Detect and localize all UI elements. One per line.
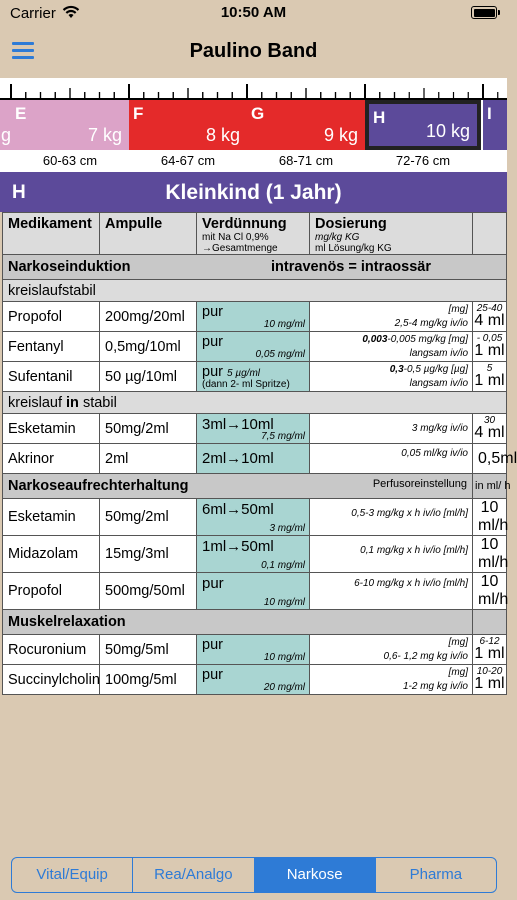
drug-dilution: pur 10 mg/ml bbox=[197, 302, 310, 332]
drug-name: Esketamin bbox=[3, 499, 100, 536]
segmented-tab-bar bbox=[11, 857, 497, 893]
drug-volume: 0,5ml bbox=[473, 444, 507, 474]
tape-range-label: 68-71 cm bbox=[278, 153, 334, 168]
page-title: Paulino Band bbox=[189, 40, 318, 62]
drug-dosage: 3 mg/kg iv/io bbox=[310, 414, 473, 444]
section-note: intravenös = intraossär bbox=[271, 259, 431, 275]
tape-zone-h-selected[interactable] bbox=[365, 100, 481, 150]
column-header-ampulle: Ampulle bbox=[100, 213, 197, 255]
section-title: Muskelrelaxation bbox=[3, 610, 473, 635]
drug-dosage: [mg] 0,6- 1,2 mg kg iv/io bbox=[310, 635, 473, 665]
column-header-verduennung: Verdünnung mit Na Cl 0,9% →Gesamtmenge bbox=[197, 213, 310, 255]
drug-dilution: 3ml→10ml 7,5 mg/ml bbox=[197, 414, 310, 444]
clock: 10:50 AM bbox=[220, 4, 287, 21]
drug-name: Esketamin bbox=[3, 414, 100, 444]
section-note: Perfusoreinstellung bbox=[372, 478, 467, 490]
subsection-row-kreislauf-instabil bbox=[3, 392, 507, 414]
drug-dosage: 0,5-3 mg/kg x h iv/io [ml/h] bbox=[310, 499, 473, 536]
tape-zone-letter: F bbox=[133, 104, 144, 123]
table-row-fentanyl[interactable] bbox=[3, 332, 507, 362]
tape-zone-letter: G bbox=[251, 104, 265, 123]
tape-zone-letter: H bbox=[373, 108, 386, 127]
table-row-midazolam[interactable] bbox=[3, 536, 507, 573]
column-header-volume bbox=[473, 213, 507, 255]
drug-table bbox=[2, 212, 517, 695]
status-bar bbox=[0, 0, 507, 26]
section-title: Narkoseaufrechterhaltung bbox=[8, 478, 189, 494]
drug-dilution: 6ml→50ml 3 mg/ml bbox=[197, 499, 310, 536]
drug-volume: 30 4 ml bbox=[473, 414, 507, 444]
nav-bar bbox=[0, 26, 507, 78]
drug-name: Fentanyl bbox=[3, 332, 100, 362]
drug-ampoule: 100mg/5ml bbox=[100, 665, 197, 695]
tape-zones bbox=[0, 100, 507, 150]
tape-zone-letter: E bbox=[15, 104, 27, 123]
drug-dosage: 0,1 mg/kg x h iv/io [ml/h] bbox=[310, 536, 473, 573]
drug-ampoule: 50mg/5ml bbox=[100, 635, 197, 665]
drug-dilution: 2ml→10ml bbox=[197, 444, 310, 474]
drug-volume: 10 ml/h bbox=[473, 536, 507, 573]
drug-ampoule: 0,5mg/10ml bbox=[100, 332, 197, 362]
section-row-narkoseaufrechterhaltung bbox=[3, 474, 507, 499]
drug-volume: 6-12 1 ml bbox=[473, 635, 507, 665]
table-row-propofol-induction[interactable] bbox=[3, 302, 507, 332]
drug-name: Midazolam bbox=[3, 536, 100, 573]
tape-zone-weight: 8 kg bbox=[205, 125, 240, 145]
tape-zone-weight: 7 kg bbox=[87, 125, 122, 145]
drug-dosage: [mg] 1-2 mg kg iv/io bbox=[310, 665, 473, 695]
weight-tape[interactable] bbox=[0, 78, 507, 172]
drug-ampoule: 50mg/2ml bbox=[100, 414, 197, 444]
column-header-dosierung: Dosierung mg/kg KG ml Lösung/kg KG bbox=[310, 213, 473, 255]
tape-zone-letter: I bbox=[487, 104, 492, 123]
drug-volume: 5 1 ml bbox=[473, 362, 507, 392]
category-letter: H bbox=[12, 182, 26, 203]
tab-pharma[interactable]: Pharma bbox=[409, 866, 463, 883]
section-row-muskelrelaxation bbox=[3, 610, 507, 635]
drug-dilution: pur 10 mg/ml bbox=[197, 573, 310, 610]
tape-range-label: 60-63 cm bbox=[42, 153, 98, 168]
drug-ampoule: 50mg/2ml bbox=[100, 499, 197, 536]
drug-volume: 10-20 1 ml bbox=[473, 665, 507, 695]
table-row-akrinor[interactable] bbox=[3, 444, 507, 474]
tape-ruler bbox=[0, 78, 507, 100]
drug-name: Rocuronium bbox=[3, 635, 100, 665]
tab-vital-equip[interactable]: Vital/Equip bbox=[12, 858, 133, 892]
drug-dilution: pur 10 mg/ml bbox=[197, 635, 310, 665]
battery-icon bbox=[471, 6, 497, 19]
drug-dilution: 1ml→50ml 0,1 mg/ml bbox=[197, 536, 310, 573]
subsection-label: kreislaufstabil bbox=[3, 280, 507, 302]
carrier-label: Carrier bbox=[10, 5, 56, 22]
section-row-narkoseinduktion bbox=[3, 255, 507, 280]
drug-ampoule: 50 µg/10ml bbox=[100, 362, 197, 392]
drug-volume: 10 ml/h bbox=[473, 573, 507, 610]
tape-zone-weight: 9 kg bbox=[323, 125, 358, 145]
drug-name: Akrinor bbox=[3, 444, 100, 474]
drug-ampoule: 500mg/50ml bbox=[100, 573, 197, 610]
drug-ampoule: 200mg/20ml bbox=[100, 302, 197, 332]
tape-zone-g[interactable] bbox=[247, 100, 365, 150]
table-row-propofol-maintenance[interactable] bbox=[3, 573, 507, 610]
table-row-succinylcholin[interactable] bbox=[3, 665, 507, 695]
tape-range-label: 64-67 cm bbox=[160, 153, 216, 168]
drug-ampoule: 15mg/3ml bbox=[100, 536, 197, 573]
tab-rea-analgo[interactable]: Rea/Analgo bbox=[133, 858, 254, 892]
tape-zone-weight: g bbox=[0, 125, 11, 145]
table-header-row bbox=[3, 213, 507, 255]
drug-name: Propofol bbox=[3, 302, 100, 332]
tape-zone-f[interactable] bbox=[129, 100, 247, 150]
drug-name: Succinylcholin bbox=[3, 665, 100, 695]
section-note: in ml/ h bbox=[473, 474, 507, 499]
drug-volume: 10 ml/h bbox=[473, 499, 507, 536]
subsection-label: kreislauf in stabil bbox=[3, 392, 507, 414]
drug-dosage: 6-10 mg/kg x h iv/io [ml/h] bbox=[310, 573, 473, 610]
category-header bbox=[0, 172, 507, 212]
drug-volume: - 0,05 1 ml bbox=[473, 332, 507, 362]
drug-ampoule: 2ml bbox=[100, 444, 197, 474]
subsection-row-kreislaufstabil bbox=[3, 280, 507, 302]
table-row-esketamin-induction[interactable] bbox=[3, 414, 507, 444]
drug-volume: 25-40 4 ml bbox=[473, 302, 507, 332]
drug-dosage: 0,05 ml/kg iv/io bbox=[310, 444, 473, 474]
tape-zone-d[interactable] bbox=[0, 100, 11, 150]
drug-name: Sufentanil bbox=[3, 362, 100, 392]
drug-dosage: 0,3-0,5 µg/kg [µg] langsam iv/io bbox=[310, 362, 473, 392]
tape-range-label: 72-76 cm bbox=[395, 153, 451, 168]
section-title: Narkoseinduktion bbox=[8, 259, 131, 275]
category-title: Kleinkind (1 Jahr) bbox=[165, 181, 342, 204]
drug-dilution: pur 20 mg/ml bbox=[197, 665, 310, 695]
drug-name: Propofol bbox=[3, 573, 100, 610]
drug-dilution: pur 0,05 mg/ml bbox=[197, 332, 310, 362]
tape-zone-i[interactable] bbox=[483, 100, 507, 150]
column-header-medikament: Medikament bbox=[3, 213, 100, 255]
table-row-sufentanil[interactable] bbox=[3, 362, 507, 392]
drug-dilution: pur 5 µg/ml (dann 2- ml Spritze) bbox=[197, 362, 310, 392]
tape-zone-weight: 10 kg bbox=[425, 121, 470, 141]
table-row-rocuronium[interactable] bbox=[3, 635, 507, 665]
tape-ranges bbox=[0, 150, 507, 172]
tape-zone-e[interactable] bbox=[11, 100, 129, 150]
drug-dosage: [mg] 2,5-4 mg/kg iv/io bbox=[310, 302, 473, 332]
table-row-esketamin-maintenance[interactable] bbox=[3, 499, 507, 536]
tab-narkose[interactable]: Narkose bbox=[255, 858, 376, 892]
drug-dosage: 0,003-0,005 mg/kg [mg] langsam iv/io bbox=[310, 332, 473, 362]
